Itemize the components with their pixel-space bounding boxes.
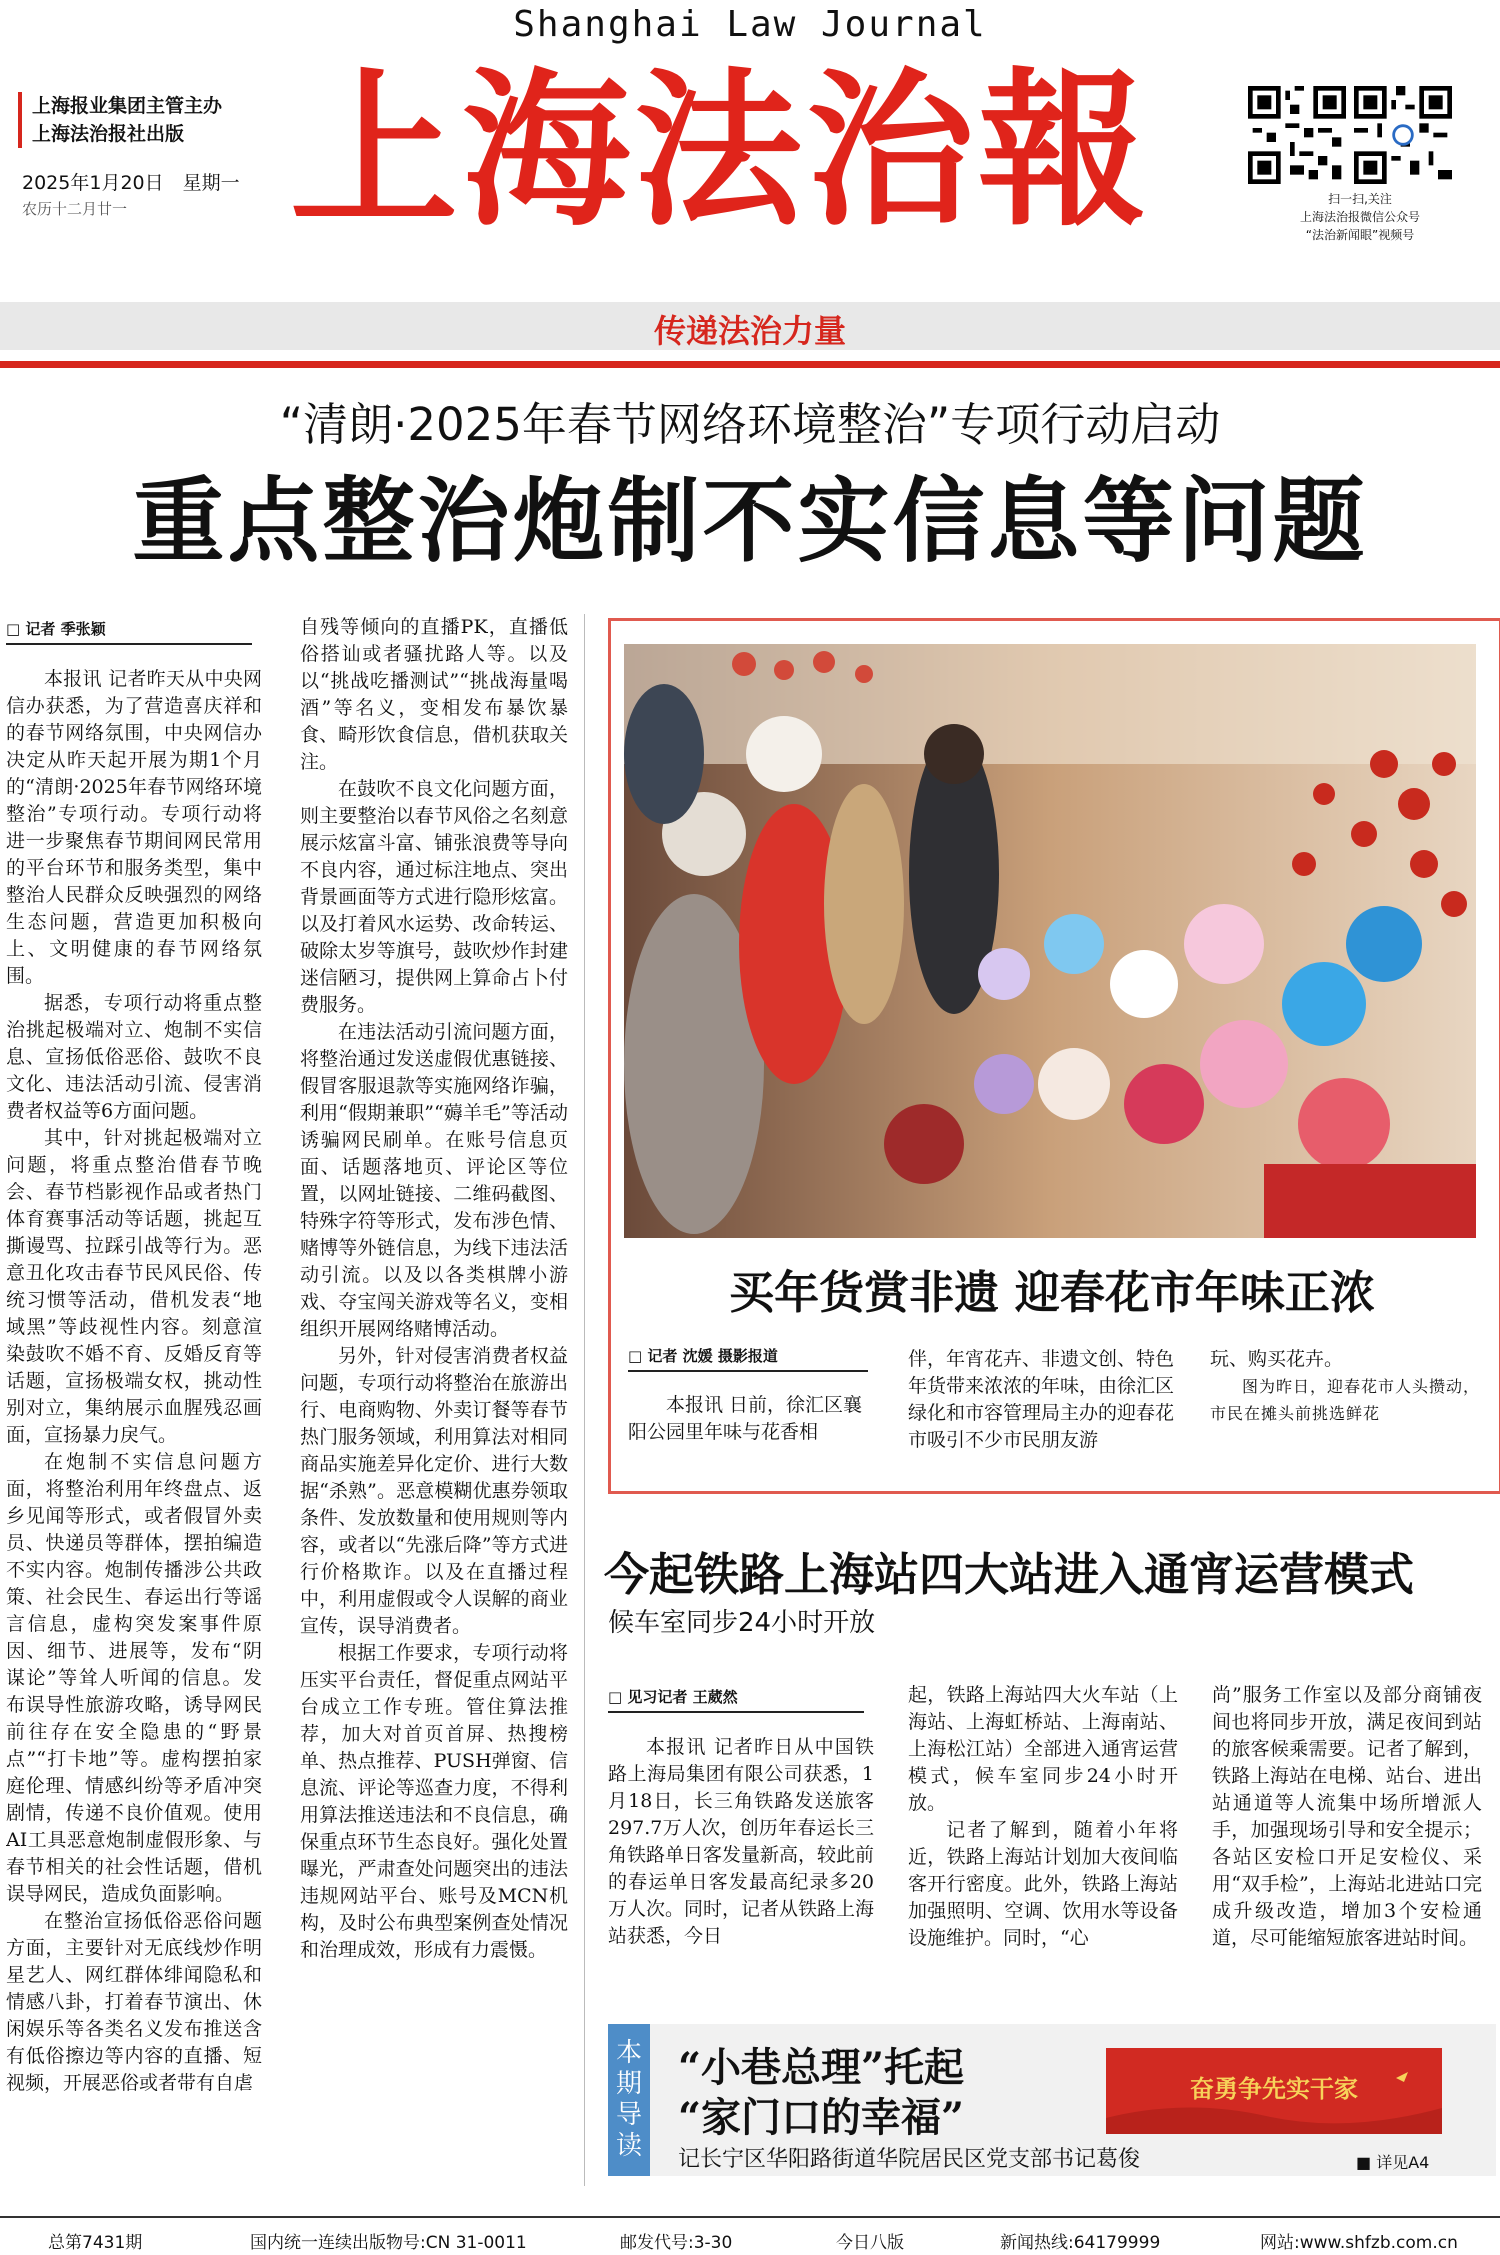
qr-note-line2: 上海法治报微信公众号 <box>1299 210 1420 224</box>
lead-paragraph: 根据工作要求，专项行动将压实平台责任，督促重点网站平台成立工作专班。管住算法推荐，加大对首页首屏、热搜榜单、热点推荐、PUSH弹窗、信息流、评论等巡查力度，不得利用算法推送违法和不良信息，确保重点环节生态良好。强化处置曝光，严肃查处问题突出的违法违规网站平台、账号及MCN机构，及时公布典型案例查处情况和治理成效，形成有力震慑。 <box>300 1642 568 1961</box>
footer-postal: 邮发代号:3-30 <box>620 2233 733 2253</box>
qr-code-wechat-icon <box>1248 86 1346 184</box>
issue-date <box>22 170 240 222</box>
rail-story-byline: □ 见习记者 王葳然 <box>608 1686 864 1713</box>
photo-story-paragraph: 本报讯 日前，徐汇区襄阳公园里年味与花香相 <box>628 1394 863 1443</box>
rail-paragraph: 记者了解到，随着小年将近，铁路上海站计划加大夜间临客开行密度。此外，铁路上海站加强照明、空调、饮用水等设备设施维护。同时，“心 <box>908 1819 1178 1949</box>
page-footer <box>0 2216 1500 2255</box>
qr-note <box>1240 190 1480 244</box>
photo-story-text-2: 伴，年宵花卉、非遗文创、特色年货带来浓浓的年味，由徐汇区绿化和市容管理局主办的迎春花市吸引不少市民朋友游 <box>908 1348 1175 1451</box>
lead-paragraph: 在整治宣扬低俗恶俗问题方面，主要针对无底线炒作明星艺人、网红群体绯闻隐私和情感八卦，打着春节演出、休闲娱乐等各类名义发布推送含有低俗擦边等内容的直播、短视频，开展恶俗或者带有自虐 <box>6 1910 262 2094</box>
lead-paragraph: 在炮制不实信息问题方面，将整治利用年终盘点、返乡见闻等形式，或者假冒外卖员、快递员等群体，摆拍编造不实内容。炮制传播涉公共政策、社会民生、春运出行等谣言信息，虚构突发案事件原因、细节、进展等，发布“阴谋论”等耸人听闻的信息。发布误导性旅游攻略，诱导网民前往存在安全隐患的“野景点”“打卡地”等。虚构摆拍家庭伦理、情感纠纷等矛盾冲突剧情，传递不良价值观。使用AI工具恶意炮制虚假形象、与春节相关的社会性话题，借机误导网民，造成负面影响。 <box>6 1451 262 1905</box>
lead-column-2 <box>300 614 568 2186</box>
qr-code-video-icon <box>1354 86 1452 184</box>
lead-headline: 重点整治炮制不实信息等问题 <box>132 467 1368 575</box>
rail-story-subtitle: 候车室同步24小时开放 <box>608 1608 876 1638</box>
promo-subtitle: 记长宁区华阳路街道华院居民区党支部书记葛俊 <box>678 2147 1141 2172</box>
lead-paragraph: 本报讯 记者昨天从中央网信办获悉，为了营造喜庆祥和的春节网络氛围，中央网信办决定从昨天起开展为期1个月的“清朗·2025年春节网络环境整治”专项行动。专项行动将进一步聚焦春节期间网民常用的平台环节和服务类型，集中整治人民群众反映强烈的网络生态问题，营造更加积极向上、文明健康的春节网络氛围。 <box>6 668 262 987</box>
photo-caption: 图为昨日，迎春花市人头攒动，市民在摊头前挑选鲜花 <box>1210 1377 1481 1423</box>
rail-story-column-3 <box>1212 1682 1482 1952</box>
rail-story-title: 今起铁路上海站四大站进入通宵运营模式 <box>604 1548 1415 1601</box>
lead-column-1 <box>6 666 262 2186</box>
photo-story-title: 买年货赏非遗 迎春花市年味正浓 <box>729 1266 1375 1319</box>
lead-paragraph: 另外，针对侵害消费者权益问题，专项行动将整治在旅游出行、电商购物、外卖订餐等春节热门服务领域，利用算法对相同商品实施差异化定价、进行大数据“杀熟”。恶意模糊优惠券领取条件、发放数量和使用规则等内容，或者以“先涨后降”等方式进行价格欺诈。以及在直播过程中，利用虚假或令人误解的商业宣传，误导消费者。 <box>300 1345 568 1637</box>
column-divider <box>584 614 585 2186</box>
masthead-divider <box>0 361 1500 368</box>
slogan: 传递法治力量 <box>653 312 846 350</box>
rail-paragraph: 尚”服务工作室以及部分商铺夜间也将同步开放，满足夜间到站的旅客候乘需要。记者了解到，铁路上海站在电梯、站台、进出站通道等人流集中场所增派人手，加强现场引导和安全提示；各站区安检口开足安检仪、采用“双手检”，上海站北进站口完成升级改造，增加3个安检通道，尽可能缩短旅客进站时间。 <box>1212 1684 1482 1949</box>
footer-issue: 总第7431期 <box>48 2233 143 2253</box>
publisher-line2: 上海法治报社出版 <box>32 123 185 145</box>
publisher-line1: 上海报业集团主管主办 <box>32 95 223 117</box>
issue-guide-tag <box>608 2024 650 2176</box>
photo-story-text-1 <box>628 1392 868 1446</box>
english-title: Shanghai Law Journal <box>513 4 987 45</box>
footer-cn: 国内统一连续出版物号:CN 31-0011 <box>250 2233 527 2253</box>
date-text: 2025年1月20日 星期一 <box>22 172 240 194</box>
see-page-link[interactable]: ■ 详见A4 <box>1356 2153 1430 2172</box>
footer-hotline: 新闻热线:64179999 <box>1000 2233 1161 2253</box>
newspaper-logo: 上海法治報 <box>290 51 1150 249</box>
qr-note-line1: 扫一扫,关注 <box>1328 192 1392 206</box>
lead-paragraph: 自残等倾向的直播PK，直播低俗搭讪或者骚扰路人等。以及以“挑战吃播测试”“挑战海量喝酒”等名义，变相发布暴饮暴食、畸形饮食信息，借机获取关注。 <box>300 616 568 773</box>
flower-market-photo <box>624 644 1476 1238</box>
photo-story-paragraph: 玩、购买花卉。 <box>1210 1348 1344 1370</box>
promo-banner-text: 奋勇争先实干家 <box>1190 2074 1358 2103</box>
lead-paragraph: 其中，针对挑起极端对立问题，将重点整治借春节晚会、春节档影视作品或者热门体育赛事活动等话题，挑起互撕谩骂、拉踩引战等行为。恶意丑化攻击春节民风民俗、传统习惯等活动，借机发表“地域黑”等歧视性内容。刻意渲染鼓吹不婚不育、反婚反育等话题，宣扬极端女权，挑动性别对立，集纳展示血腥残忍画面，宣扬暴力戾气。 <box>6 1127 262 1446</box>
lunar-date: 农历十二月廿一 <box>22 200 128 218</box>
lead-byline: □ 记者 季张颖 <box>6 618 252 645</box>
photo-story-text-3 <box>1210 1346 1480 1427</box>
rail-story-column-1 <box>608 1734 874 1950</box>
issue-guide-tag-text: 本期导读 <box>616 2038 643 2161</box>
rail-story-column-2 <box>908 1682 1178 1952</box>
rail-paragraph: 起，铁路上海站四大火车站（上海站、上海虹桥站、上海南站、上海松江站）全部进入通宵运营模式，候车室同步24小时开放。 <box>908 1684 1178 1814</box>
lead-paragraph: 据悉，专项行动将重点整治挑起极端对立、炮制不实信息、宣扬低俗恶俗、鼓吹不良文化、违法活动引流、侵害消费者权益等6方面问题。 <box>6 992 262 1122</box>
lead-paragraph: 在鼓吹不良文化问题方面，则主要整治以春节风俗之名刻意展示炫富斗富、铺张浪费等导向不良内容，通过标注地点、突出背景画面等方式进行隐形炫富。以及打着风水运势、改命转运、破除太岁等旗号，鼓吹炒作封建迷信陋习，提供网上算命占卜付费服务。 <box>300 778 568 1016</box>
promo-headline-1: “小巷总理”托起 <box>678 2044 965 2091</box>
lead-paragraph: 在违法活动引流问题方面，将整治通过发送虚假优惠链接、假冒客服退款等实施网络诈骗，利用“假期兼职”“薅羊毛”等活动诱骗网民刷单。在账号信息页面、话题落地页、评论区等位置，以网址链接、二维码截图、特殊字符等形式，发布涉色情、赌博等外链信息，为线下违法活动引流。以及以各类棋牌小游戏、夺宝闯关游戏等名义，变相组织开展网络赌博活动。 <box>300 1021 568 1340</box>
footer-pages: 今日八版 <box>836 2233 904 2253</box>
promo-headline-2: “家门口的幸福” <box>678 2094 965 2141</box>
photo-story-byline: □ 记者 沈媛 摄影报道 <box>628 1345 868 1372</box>
qr-note-line3: “法治新闻眼”视频号 <box>1305 228 1415 242</box>
rail-paragraph: 本报讯 记者昨日从中国铁路上海局集团有限公司获悉，1月18日，长三角铁路发送旅客297.7万人次，创历年春运长三角铁路单日客发量新高，较此前的春运单日客发最高纪录多20万人次。同时，记者从铁路上海站获悉，今日 <box>608 1736 875 1947</box>
publisher-info <box>18 92 222 148</box>
footer-website: 网站:www.shfzb.com.cn <box>1260 2233 1458 2253</box>
lead-kicker: “清朗·2025年春节网络环境整治”专项行动启动 <box>279 398 1221 451</box>
